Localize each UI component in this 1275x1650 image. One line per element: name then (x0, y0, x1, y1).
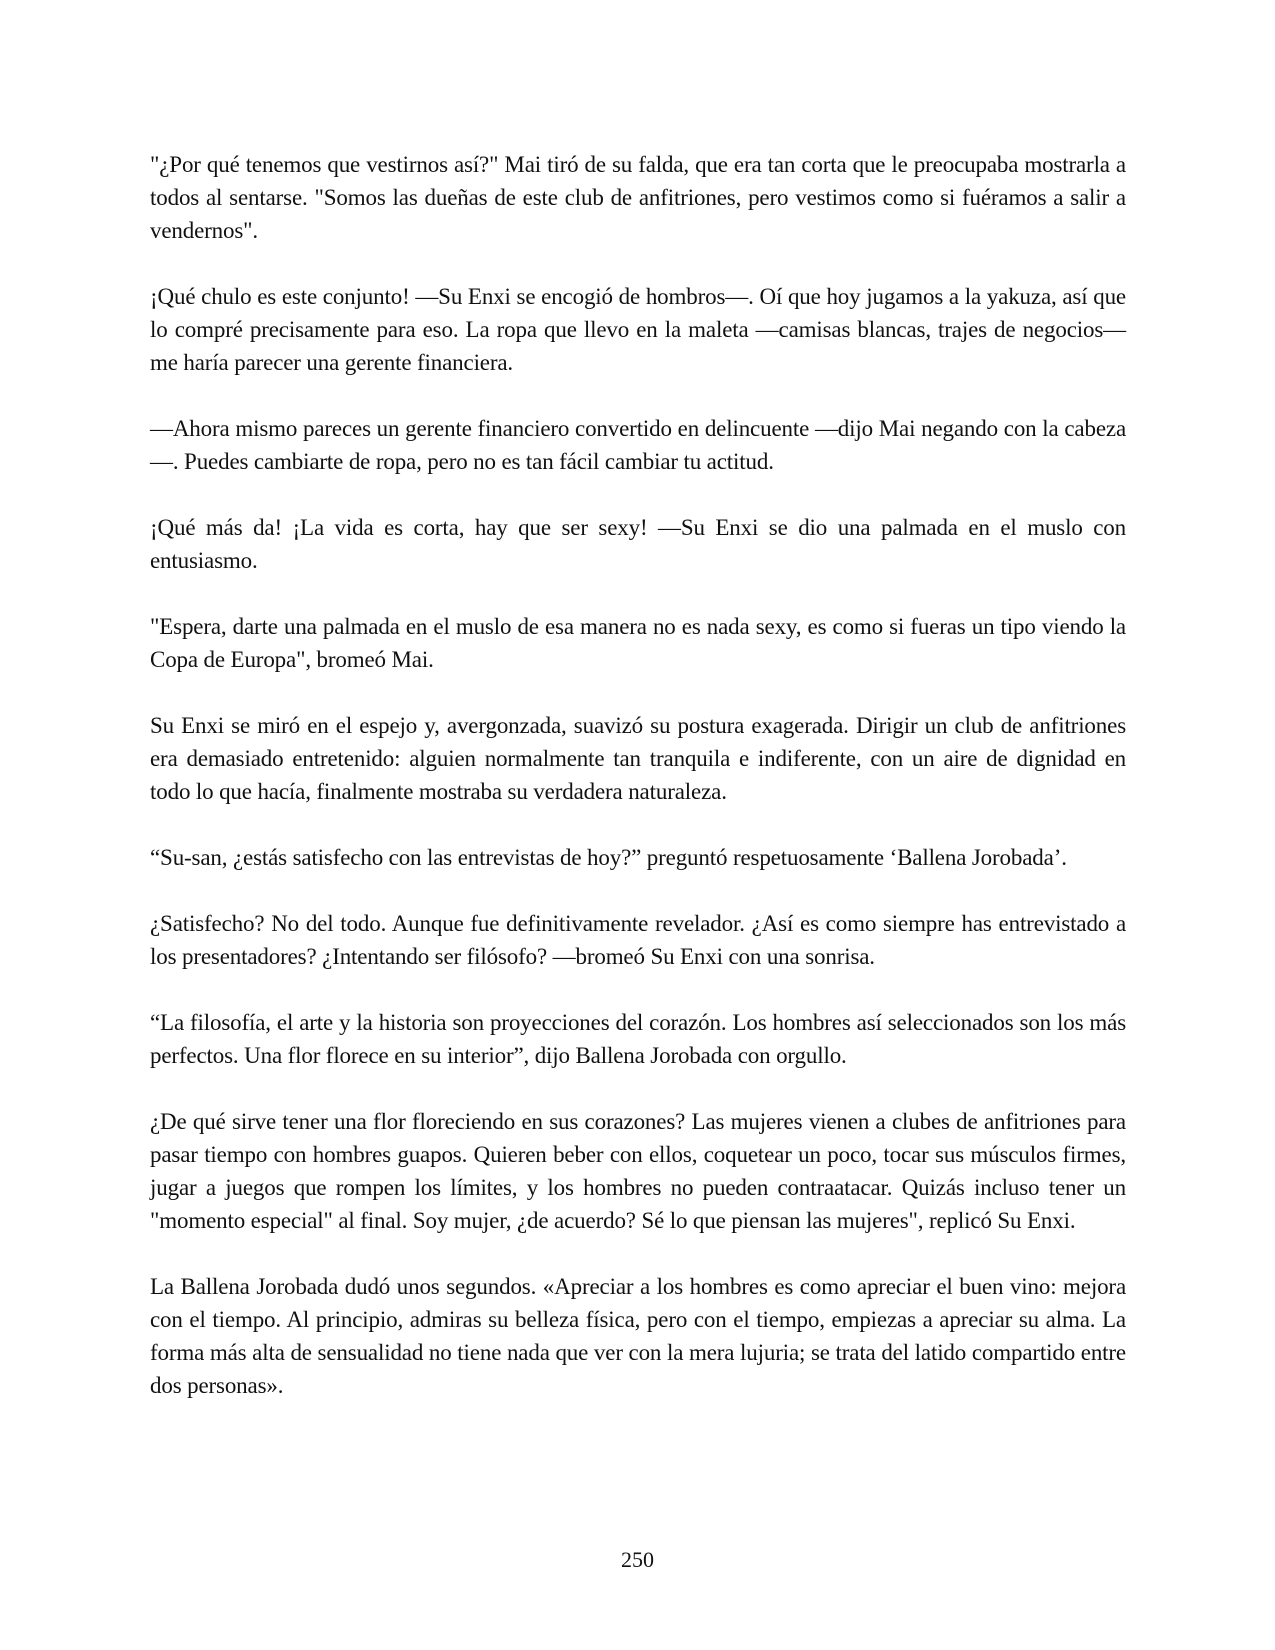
page-number: 250 (621, 1547, 654, 1572)
paragraph-11: La Ballena Jorobada dudó unos segundos. «Apreciar a los hombres es como apreciar el buen vino: mejora con el tiempo. Al principio, admiras su belleza física, pero con el tiempo, empiezas a apreciar su alma. La forma más alta de sensualidad no tiene nada que ver con la mera lujuria; se trata del latido compartido entre dos personas». (150, 1274, 1126, 1398)
paragraph-4: ¡Qué más da! ¡La vida es corta, hay que ser sexy! —Su Enxi se dio una palmada en el muslo con entusiasmo. (150, 515, 1126, 573)
paragraph-7: “Su-san, ¿estás satisfecho con las entrevistas de hoy?” preguntó respetuosamente ‘Ballena Jorobada’. (150, 845, 1067, 870)
paragraph-8: ¿Satisfecho? No del todo. Aunque fue definitivamente revelador. ¿Así es como siempre has entrevistado a los presentadores? ¿Intentando ser filósofo? —bromeó Su Enxi con una sonrisa. (150, 911, 1126, 969)
paragraph-10: ¿De qué sirve tener una flor floreciendo en sus corazones? Las mujeres vienen a clubes de anfitriones para pasar tiempo con hombres guapos. Quieren beber con ellos, coquetear un poco, tocar sus músculos firmes, jugar a juegos que rompen los límites, y los hombres no pueden contraatacar. Quizás incluso tener un "momento especial" al final. Soy mujer, ¿de acuerdo? Sé lo que piensan las mujeres", replicó Su Enxi. (150, 1109, 1126, 1233)
paragraph-5: "Espera, darte una palmada en el muslo de esa manera no es nada sexy, es como si fueras un tipo viendo la Copa de Europa", bromeó Mai. (150, 614, 1126, 672)
page-body (150, 148, 1126, 1435)
paragraph-9: “La filosofía, el arte y la historia son proyecciones del corazón. Los hombres así seleccionados son los más perfectos. Una flor florece en su interior”, dijo Ballena Jorobada con orgullo. (150, 1010, 1126, 1068)
paragraph-3: —Ahora mismo pareces un gerente financiero convertido en delincuente —dijo Mai negando con la cabeza—. Puedes cambiarte de ropa, pero no es tan fácil cambiar tu actitud. (150, 416, 1126, 474)
paragraph-2: ¡Qué chulo es este conjunto! —Su Enxi se encogió de hombros—. Oí que hoy jugamos a la yakuza, así que lo compré precisamente para eso. La ropa que llevo en la maleta —camisas blancas, trajes de negocios— me haría parecer una gerente financiera. (150, 284, 1126, 375)
paragraph-1: "¿Por qué tenemos que vestirnos así?" Mai tiró de su falda, que era tan corta que le preocupaba mostrarla a todos al sentarse. "Somos las dueñas de este club de anfitriones, pero vestimos como si fuéramos a salir a vendernos". (150, 152, 1126, 243)
paragraph-6: Su Enxi se miró en el espejo y, avergonzada, suavizó su postura exagerada. Dirigir un club de anfitriones era demasiado entretenido: alguien normalmente tan tranquila e indiferente, con un aire de dignidad en todo lo que hacía, finalmente mostraba su verdadera naturaleza. (150, 713, 1126, 804)
